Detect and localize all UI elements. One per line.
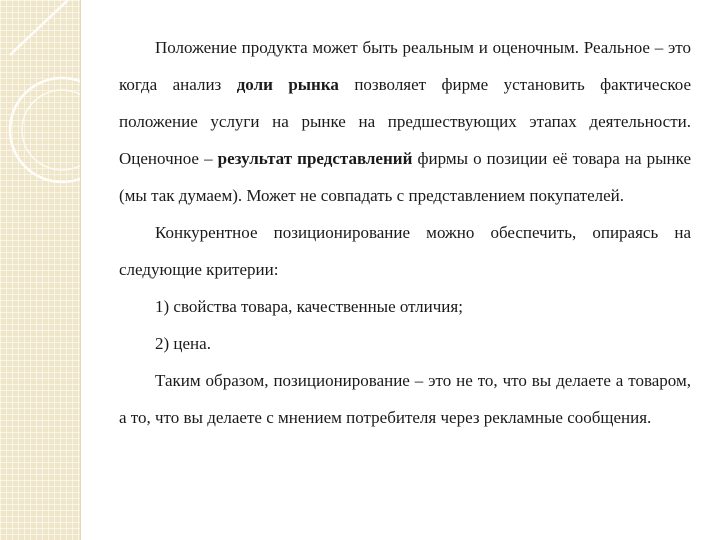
paragraph-1-text-part-1: Положение продукта может быть реальным и оценочным. Реальное – это когда анализ	[119, 38, 691, 94]
paragraph-1-text-part-3: фирмы о позиции её товара на рынке (мы так думаем). Может не совпадать с представлением покупателей.	[119, 149, 691, 205]
decorative-ornament	[0, 0, 80, 540]
criteria-item-2: 2) цена.	[155, 334, 211, 353]
decorative-side-panel	[0, 0, 80, 540]
paragraph-1-text-part-2: позволяет фирме установить фактическое положение услуги на рынке на предшествующих этапах деятельности. Оценочное –	[119, 75, 691, 168]
ornament-diagonal-line	[10, 0, 68, 55]
paragraph-competitive-positioning: Конкурентное позиционирование можно обеспечить, опираясь на следующие критерии:	[119, 223, 691, 279]
bold-term-result-of-perceptions: результат представлений	[217, 149, 413, 168]
ornament-circle-inner	[22, 90, 80, 170]
paragraph-positioning-types	[119, 29, 691, 214]
criteria-item-1: 1) свойства товара, качественные отличия;	[155, 297, 463, 316]
slide-text-body	[119, 29, 691, 436]
bold-term-market-share: доли рынка	[236, 75, 339, 94]
paragraph-conclusion: Таким образом, позиционирование – это не то, что вы делаете а товаром, а то, что вы делаете с мнением потребителя через рекламные сообщения.	[119, 371, 691, 427]
panel-divider	[80, 0, 81, 540]
